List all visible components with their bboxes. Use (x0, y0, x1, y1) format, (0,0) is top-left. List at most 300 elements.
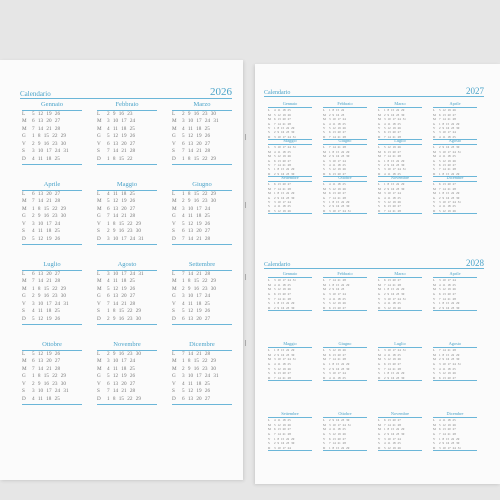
dates: 2 9 16 23 30 (32, 380, 66, 387)
weekday-letter: M (22, 198, 27, 205)
dates: 2 9 16 23 30 (384, 162, 405, 167)
weekday-letter: S (268, 167, 270, 172)
weekday-row (22, 351, 82, 359)
weekday-letter: D (22, 396, 26, 403)
dates: 4 11 18 25 (329, 121, 346, 126)
dates: 6 13 20 27 (439, 182, 456, 187)
month-block (268, 270, 312, 311)
dates: 3 10 17 24 31 (182, 118, 219, 125)
weekday-letter: G (433, 195, 436, 200)
day-rows (433, 418, 477, 450)
weekday-letter: M (433, 282, 436, 287)
weekday-letter: D (22, 236, 26, 243)
weekday-letter: L (97, 350, 101, 357)
dates: 2 9 16 23 30 (107, 350, 141, 357)
weekday-letter: D (172, 156, 176, 163)
month-rule (97, 404, 157, 405)
weekday-letter: D (323, 305, 326, 310)
dates: 1 8 15 22 29 (107, 396, 141, 403)
weekday-letter: D (433, 208, 436, 213)
weekday-row (172, 396, 232, 404)
month-name: Gennaio (282, 271, 298, 276)
dates: 1 8 15 22 29 (329, 362, 350, 367)
weekday-letter: M (433, 112, 436, 117)
month-name: Aprile (43, 181, 61, 188)
month-block (323, 270, 367, 311)
weekday-letter: L (323, 108, 325, 113)
dates: 5 12 19 26 (329, 167, 346, 172)
dates: 3 10 17 24 (274, 445, 291, 450)
dates: 4 11 18 25 (32, 308, 60, 315)
dates: 3 10 17 24 31 (384, 117, 406, 122)
weekday-letter: M (323, 112, 326, 117)
weekday-letter: G (268, 195, 271, 200)
dates: 6 13 20 27 (32, 190, 61, 197)
month-rule (172, 404, 232, 405)
dates: 5 12 19 26 (384, 145, 401, 150)
dates: 2 9 16 23 30 (329, 366, 350, 371)
dates: 5 12 19 26 (274, 208, 291, 213)
month-rule (172, 324, 232, 325)
month-block (433, 340, 477, 381)
weekday-row (97, 221, 157, 229)
weekday-letter: V (433, 125, 436, 130)
weekday-row (22, 198, 82, 206)
weekday-letter: S (172, 148, 175, 155)
month-name: Febbraio (115, 101, 139, 108)
weekday-letter: L (268, 348, 270, 353)
weekday-letter: G (172, 293, 176, 300)
weekday-letter: G (22, 293, 26, 300)
dates: 2 9 16 23 30 (274, 352, 295, 357)
day-rows (378, 108, 422, 139)
weekday-row (172, 381, 232, 389)
weekday-row (22, 133, 82, 141)
weekday-letter: M (323, 422, 326, 427)
weekday-letter: L (433, 145, 435, 150)
dates: 4 11 18 25 (384, 121, 401, 126)
weekday-letter: S (22, 228, 25, 235)
dates: 1 8 15 22 29 (439, 352, 460, 357)
weekday-letter: M (378, 112, 381, 117)
weekday-letter: D (323, 208, 326, 213)
dates: 4 11 18 25 (274, 204, 291, 209)
weekday-letter: L (378, 278, 380, 283)
weekday-letter: M (268, 112, 271, 117)
dates: 2 9 16 23 30 (384, 186, 405, 191)
dates: 7 14 21 28 (107, 388, 136, 395)
weekday-letter: G (268, 158, 271, 163)
weekday-letter: M (268, 186, 271, 191)
dates: 5 12 19 26 (384, 199, 401, 204)
weekday-letter: D (433, 305, 436, 310)
month-rule (378, 450, 422, 451)
dates: 1 8 15 22 29 (274, 436, 295, 441)
month-name: Agosto (117, 261, 137, 268)
dates: 4 11 18 25 (439, 154, 456, 159)
weekday-row (22, 286, 82, 294)
month-rule (172, 244, 232, 245)
weekday-letter: V (433, 296, 436, 301)
month-name: Ottobre (338, 411, 352, 416)
weekday-letter: L (433, 182, 435, 187)
dates: 6 13 20 27 (439, 162, 456, 167)
dates: 4 11 18 25 (439, 418, 456, 423)
dates: 4 11 18 25 (182, 300, 210, 307)
dates: 7 14 21 28 (384, 134, 401, 139)
dates: 7 14 21 28 (274, 186, 291, 191)
weekday-letter: L (268, 108, 270, 113)
dates: 3 10 17 24 31 (439, 445, 461, 450)
day-rows (323, 108, 367, 139)
dates: 6 13 20 27 (274, 427, 291, 432)
dates: 4 11 18 25 (329, 182, 346, 187)
weekday-letter: G (268, 362, 271, 367)
weekday-letter: V (323, 366, 326, 371)
dates: 4 11 18 25 (384, 301, 401, 306)
weekday-letter: M (378, 186, 381, 191)
weekday-letter: M (268, 117, 271, 122)
day-rows (323, 182, 367, 213)
weekday-letter: M (268, 427, 271, 432)
dates: 7 14 21 28 (107, 300, 136, 307)
weekday-row (97, 351, 157, 359)
dates: 6 13 20 27 (439, 375, 456, 380)
month-name: Aprile (449, 101, 461, 106)
weekday-letter: G (323, 432, 326, 437)
weekday-letter: V (268, 436, 271, 441)
weekday-letter: S (378, 204, 380, 209)
dates: 1 8 15 22 29 (274, 301, 295, 306)
dates: 1 8 15 22 29 (439, 191, 460, 196)
weekday-letter: G (22, 373, 26, 380)
dates: 5 12 19 26 (274, 366, 291, 371)
dates: 3 10 17 24 (274, 199, 291, 204)
dates: 6 13 20 27 (274, 371, 291, 376)
dates: 5 12 19 26 (439, 158, 456, 163)
dates: 5 12 19 26 (182, 308, 211, 315)
dates: 1 8 15 22 29 (107, 308, 141, 315)
dates: 4 11 18 25 (107, 190, 135, 197)
dates: 2 9 16 23 30 (384, 292, 405, 297)
day-rows (97, 271, 157, 324)
dates: 5 12 19 26 (384, 445, 401, 450)
dates: 1 8 15 22 29 (384, 108, 405, 113)
weekday-letter: V (97, 140, 101, 147)
dates: 4 11 18 25 (274, 362, 291, 367)
weekday-row (22, 308, 82, 316)
dates: 5 12 19 26 (439, 422, 456, 427)
weekday-letter: S (268, 204, 270, 209)
month-block (378, 134, 422, 177)
dates: 3 10 17 24 31 (384, 167, 406, 172)
weekday-letter: M (323, 357, 326, 362)
month-rule (268, 213, 312, 214)
weekday-letter: L (378, 108, 380, 113)
weekday-letter: V (378, 366, 381, 371)
weekday-letter: D (378, 305, 381, 310)
dates: 1 8 15 22 29 (274, 125, 295, 130)
dates: 3 10 17 24 (182, 293, 211, 300)
year-label: 2028 (466, 258, 484, 268)
weekday-letter: M (22, 358, 27, 365)
day-rows (172, 191, 232, 244)
month-name: Giugno (338, 138, 352, 143)
dates: 4 11 18 25 (384, 352, 401, 357)
dates: 5 12 19 26 (32, 110, 61, 117)
weekday-letter: M (268, 357, 271, 362)
dates: 4 11 18 25 (329, 375, 346, 380)
weekday-letter: V (268, 162, 271, 167)
weekday-letter: S (97, 228, 100, 235)
weekday-row (97, 206, 157, 214)
weekday-row (172, 191, 232, 199)
weekday-letter: M (22, 285, 27, 292)
dates: 7 14 21 28 (384, 366, 401, 371)
dates: 1 8 15 22 29 (329, 445, 350, 450)
weekday-row (172, 271, 232, 279)
weekday-letter: L (378, 145, 380, 150)
weekday-row (172, 366, 232, 374)
dates: 7 14 21 28 (182, 148, 211, 155)
month-name: Gennaio (282, 101, 298, 106)
weekday-letter: M (172, 285, 177, 292)
dates: 3 10 17 24 (107, 118, 136, 125)
weekday-row (97, 271, 157, 279)
dates: 2 9 16 23 30 (439, 195, 460, 200)
month-block (172, 100, 232, 165)
weekday-letter: V (22, 300, 26, 307)
weekday-letter: D (378, 208, 381, 213)
weekday-row (97, 141, 157, 149)
weekday-letter: G (97, 293, 101, 300)
dates: 5 12 19 26 (384, 357, 401, 362)
weekday-row (172, 148, 232, 156)
weekday-letter: M (172, 198, 177, 205)
weekday-row (172, 286, 232, 294)
weekday-letter: M (97, 205, 102, 212)
month-name: Giugno (338, 341, 352, 346)
month-name: Luglio (43, 261, 61, 268)
dates: 2 9 16 23 30 (439, 125, 460, 130)
weekday-row (172, 373, 232, 381)
month-name: Gennaio (40, 101, 64, 108)
dates: 1 8 15 22 29 (329, 199, 350, 204)
dates: 7 14 21 28 (182, 236, 211, 243)
weekday-letter: S (323, 301, 325, 306)
dates: 4 11 18 25 (329, 162, 346, 167)
month-block (22, 100, 82, 165)
weekday-letter: L (97, 190, 101, 197)
weekday-letter: V (378, 125, 381, 130)
weekday-letter: D (433, 134, 436, 139)
weekday-letter: M (433, 427, 436, 432)
dates: 3 10 17 24 (384, 191, 401, 196)
dates: 7 14 21 28 (439, 296, 456, 301)
weekday-letter: S (433, 441, 435, 446)
dates: 4 11 18 25 (439, 134, 456, 139)
month-block (172, 180, 232, 245)
weekday-letter: M (433, 422, 436, 427)
month-name: Febbraio (337, 271, 353, 276)
dates: 3 10 17 24 31 (329, 208, 351, 213)
weekday-letter: D (172, 236, 176, 243)
weekday-letter: G (378, 362, 381, 367)
weekday-letter: L (378, 418, 380, 423)
dates: 1 8 15 22 29 (274, 167, 295, 172)
month-rule (22, 324, 82, 325)
weekday-letter: L (378, 182, 380, 187)
weekday-letter: L (378, 348, 380, 353)
dates: 6 13 20 27 (384, 149, 401, 154)
dates: 7 14 21 28 (329, 134, 346, 139)
dates: 7 14 21 28 (439, 167, 456, 172)
weekday-row (172, 228, 232, 236)
month-rule (378, 380, 422, 381)
weekday-row (97, 148, 157, 156)
weekday-row (97, 191, 157, 199)
month-rule (323, 213, 367, 214)
dates: 7 14 21 28 (439, 432, 456, 437)
month-name: Settembre (188, 261, 216, 268)
header-2026 (20, 84, 232, 99)
weekday-row (22, 293, 82, 301)
dates: 5 12 19 26 (329, 301, 346, 306)
dates: 5 12 19 26 (182, 388, 211, 395)
dates: 7 14 21 28 (439, 186, 456, 191)
dates: 6 13 20 27 (384, 278, 401, 283)
weekday-letter: L (172, 190, 176, 197)
weekday-letter: D (433, 375, 436, 380)
weekday-letter: D (22, 316, 26, 323)
weekday-letter: S (323, 167, 325, 172)
weekday-row (22, 301, 82, 309)
month-name: Maggio (116, 181, 138, 188)
dates: 6 13 20 27 (384, 204, 401, 209)
dates: 4 11 18 25 (439, 282, 456, 287)
dates: 6 13 20 27 (329, 436, 346, 441)
weekday-letter: G (97, 373, 101, 380)
dates: 7 14 21 28 (32, 198, 61, 205)
weekday-letter: D (268, 134, 271, 139)
dates: 3 10 17 24 (329, 117, 346, 122)
weekday-letter: G (268, 432, 271, 437)
dates: 4 11 18 25 (32, 156, 60, 163)
dates: 7 14 21 28 (32, 365, 61, 372)
weekday-row (172, 133, 232, 141)
dates: 6 13 20 27 (182, 140, 211, 147)
weekday-letter: S (268, 371, 270, 376)
weekday-letter: V (378, 296, 381, 301)
dates: 7 14 21 28 (384, 282, 401, 287)
weekday-letter: L (22, 270, 26, 277)
dates: 7 14 21 28 (384, 422, 401, 427)
weekday-letter: D (378, 171, 381, 176)
weekday-letter: S (433, 204, 435, 209)
weekday-letter: L (323, 182, 325, 187)
weekday-letter: M (97, 278, 102, 285)
weekday-row (172, 358, 232, 366)
dates: 4 11 18 25 (274, 282, 291, 287)
dates: 2 9 16 23 30 (32, 140, 66, 147)
month-name: Maggio (283, 341, 297, 346)
weekday-letter: G (268, 121, 271, 126)
day-rows (97, 111, 157, 164)
dates: 2 9 16 23 30 (274, 441, 295, 446)
dates: 1 8 15 22 29 (182, 156, 216, 163)
weekday-letter: L (268, 145, 270, 150)
weekday-letter: M (97, 285, 102, 292)
dates: 7 14 21 28 (384, 154, 401, 159)
weekday-row (22, 126, 82, 134)
weekday-row (172, 221, 232, 229)
weekday-letter: M (433, 191, 436, 196)
month-name: Novembre (390, 175, 410, 180)
dates: 1 8 15 22 29 (439, 436, 460, 441)
month-block (323, 410, 367, 451)
weekday-row (172, 278, 232, 286)
weekday-letter: M (172, 365, 177, 372)
weekday-letter: M (323, 149, 326, 154)
weekday-letter: D (268, 445, 271, 450)
weekday-letter: D (433, 171, 436, 176)
month-block (323, 171, 367, 214)
month-block (268, 171, 312, 214)
month-block (378, 340, 422, 381)
weekday-letter: L (433, 278, 435, 283)
weekday-letter: D (268, 305, 271, 310)
weekday-letter: M (22, 118, 27, 125)
dates: 5 12 19 26 (439, 287, 456, 292)
day-rows (433, 278, 477, 310)
weekday-row (22, 381, 82, 389)
dates: 6 13 20 27 (384, 130, 401, 135)
weekday-row (22, 236, 82, 244)
dates: 5 12 19 26 (329, 125, 346, 130)
weekday-letter: V (268, 199, 271, 204)
day-rows (323, 418, 367, 450)
dates: 4 11 18 25 (32, 396, 60, 403)
page-mark (245, 274, 254, 280)
weekday-letter: V (323, 296, 326, 301)
day-rows (22, 351, 82, 404)
month-rule (323, 450, 367, 451)
dates: 6 13 20 27 (182, 316, 211, 323)
month-name: Settembre (281, 411, 299, 416)
weekday-letter: V (433, 436, 436, 441)
day-rows (97, 351, 157, 404)
weekday-letter: G (172, 213, 176, 220)
weekday-row (22, 271, 82, 279)
dates: 1 8 15 22 29 (107, 220, 141, 227)
dates: 1 8 15 22 29 (32, 285, 66, 292)
page-mark (245, 340, 254, 346)
dates: 7 14 21 28 (107, 213, 136, 220)
weekday-letter: L (97, 270, 101, 277)
weekday-letter: G (433, 158, 436, 163)
dates: 2 9 16 23 30 (274, 195, 295, 200)
weekday-letter: D (268, 208, 271, 213)
dates: 2 9 16 23 30 (32, 213, 66, 220)
dates: 4 11 18 25 (384, 441, 401, 446)
month-block (323, 134, 367, 177)
weekday-letter: M (378, 352, 381, 357)
month-rule (433, 380, 477, 381)
weekday-letter: M (172, 205, 177, 212)
weekday-letter: S (268, 130, 270, 135)
weekday-letter: L (268, 418, 270, 423)
day-rows (22, 191, 82, 244)
